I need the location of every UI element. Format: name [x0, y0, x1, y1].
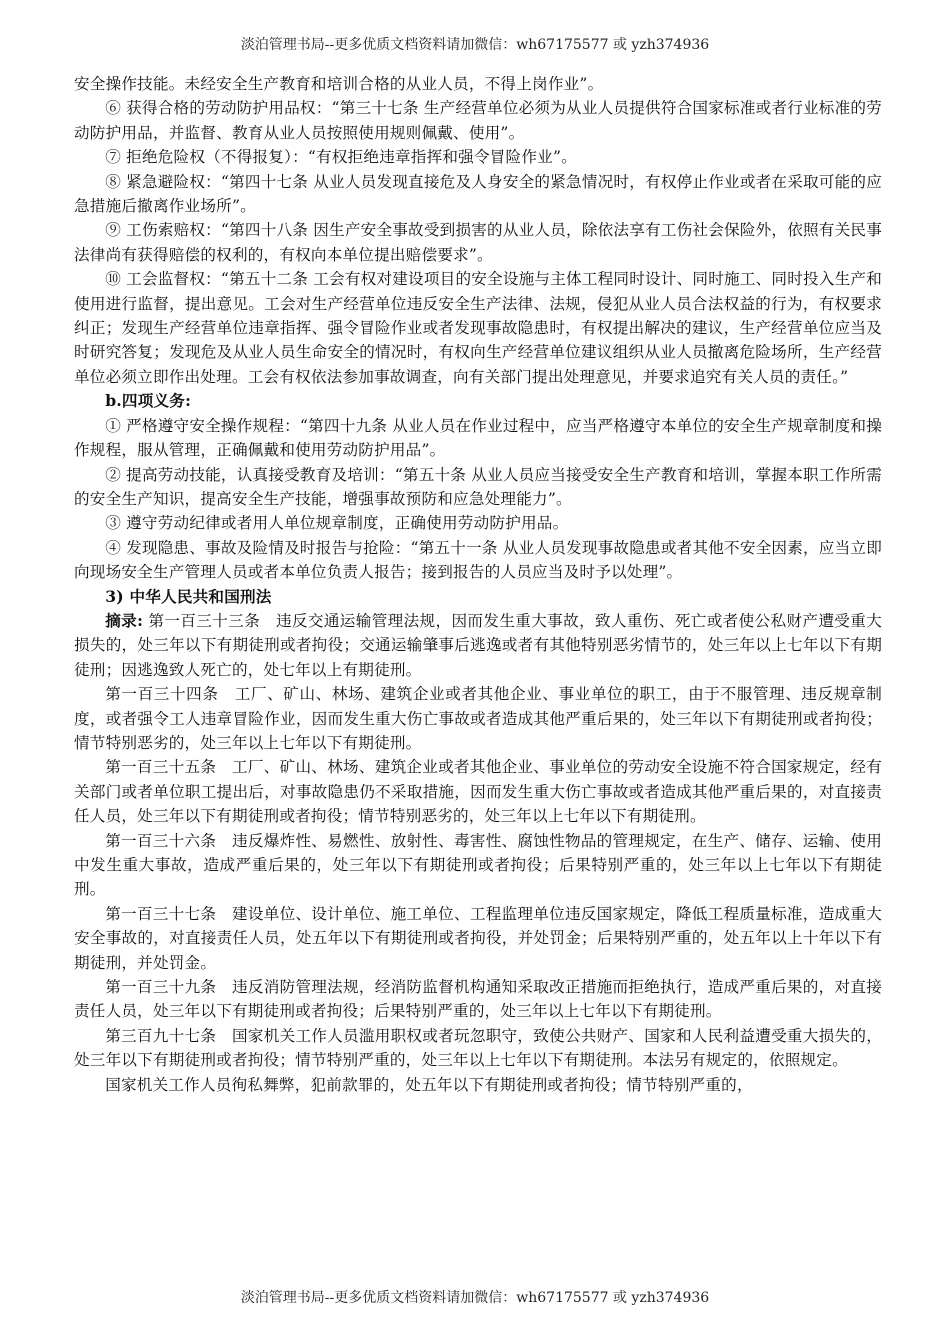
- paragraph: ⑦ 拒绝危险权（不得报复）：“有权拒绝违章指挥和强令冒险作业”。: [105, 148, 577, 167]
- paragraph: ① 严格遵守安全操作规程：“第四十九条 从业人员在作业过程中，应当严格遵守本单位的安全生产规章制度和操作规程，服从管理，正确佩戴和使用劳动防护用品”。: [74, 416, 882, 460]
- excerpt-label: 摘录:: [105, 610, 144, 630]
- paragraph: 第一百三十四条 工厂、矿山、林场、建筑企业或者其他企业、事业单位的职工，由于不服管理、违反规章制度，或者强令工人违章冒险作业，因而发生重大伤亡事故或者造成其他严重后果的，处三年以下有期徒刑或者拘役；情节特别恶劣的，处三年以上七年以下有期徒刑。: [74, 685, 882, 752]
- paragraph: ⑧ 紧急避险权：“第四十七条 从业人员发现直接危及人身安全的紧急情况时，有权停止作业或者在采取可能的应急措施后撤离作业场所”。: [74, 172, 882, 216]
- paragraph: 第三百九十七条 国家机关工作人员滥用职权或者玩忽职守，致使公共财产、国家和人民利益遭受重大损失的，处三年以下有期徒刑或者拘役；情节特别严重的，处三年以上七年以下有期徒刑。本法另有规定的，依照规定。: [74, 1026, 882, 1070]
- paragraph: 第一百三十七条 建设单位、设计单位、施工单位、工程监理单位违反国家规定，降低工程质量标准，造成重大安全事故的，对直接责任人员，处五年以下有期徒刑或者拘役，并处罚金；后果特别严重的，处五年以上十年以下有期徒刑，并处罚金。: [74, 904, 882, 972]
- page-header: 淡泊管理书局--更多优质文档资料请加微信：wh67175577 或 yzh374936: [240, 37, 710, 53]
- paragraph: ⑩ 工会监督权：“第五十二条 工会有权对建设项目的安全设施与主体工程同时设计、同时施工、同时投入生产和使用进行监督，提出意见。工会对生产经营单位违反安全生产法律、法规，侵犯从业人员合法权益的行为，有权要求纠正；发现生产经营单位违章指挥、强令冒险作业或者发现事故隐患时，有权提出解决的建议，生产经营单位应当及时研究答复；发现危及从业人员生命安全的情况时，有权向生产经营单位建议组织从业人员撤离危险场所，生产经营单位必须立即作出处理。工会有权依法参加事故调查，向有关部门提出处理意见，并要求追究有关人员的责任。”: [74, 270, 882, 386]
- paragraph: 安全操作技能。未经安全生产教育和培训合格的从业人员，不得上岗作业”。: [74, 75, 604, 93]
- section-heading: 3) 中华人民共和国刑法: [105, 586, 272, 606]
- paragraph: 第一百三十五条 工厂、矿山、林场、建筑企业或者其他企业、事业单位的劳动安全设施不符合国家规定，经有关部门或者单位职工提出后，对事故隐患仍不采取措施，因而发生重大伤亡事故或者造成其他严重后果的，对直接责任人员，处三年以下有期徒刑或者拘役；情节特别恶劣的，处三年以上七年以下有期徒刑。: [74, 758, 882, 826]
- document-body: [74, 72, 882, 1097]
- paragraph: 第一百三十九条 违反消防管理法规，经消防监督机构通知采取改正措施而拒绝执行，造成严重后果的，对直接责任人员，处三年以下有期徒刑或者拘役；后果特别严重的，处三年以上七年以下有期徒刑。: [74, 978, 882, 1021]
- paragraph: 国家机关工作人员徇私舞弊，犯前款罪的，处五年以下有期徒刑或者拘役；情节特别严重的，: [105, 1075, 753, 1094]
- paragraph: ④ 发现隐患、事故及险情及时报告与抢险：“第五十一条 从业人员发现事故隐患或者其他不安全因素，应当立即向现场安全生产管理人员或者本单位负责人报告；接到报告的人员应当及时予以处理”。: [74, 538, 882, 582]
- paragraph-text: 第一百三十三条 违反交通运输管理法规，因而发生重大事故，致人重伤、死亡或者使公私财产遭受重大损失的，处三年以下有期徒刑或者拘役；交通运输肇事后逃逸或者有其他特别恶劣情节的，处三年以上七年以下有期徒刑；因逃逸致人死亡的，处七年以上有期徒刑。: [74, 611, 883, 679]
- section-heading: b.四项义务:: [105, 391, 192, 411]
- page-footer: 淡泊管理书局--更多优质文档资料请加微信：wh67175577 或 yzh374936: [240, 1290, 710, 1306]
- paragraph: ⑥ 获得合格的劳动防护用品权：“第三十七条 生产经营单位必须为从业人员提供符合国家标准或者行业标准的劳动防护用品，并监督、教育从业人员按照使用规则佩戴、使用”。: [74, 99, 882, 142]
- paragraph: ② 提高劳动技能，认真接受教育及培训：“第五十条 从业人员应当接受安全生产教育和培训，掌握本职工作所需的安全生产知识，提高安全生产技能，增强事故预防和应急处理能力”。: [74, 465, 882, 508]
- paragraph: [74, 609, 882, 682]
- paragraph: 第一百三十六条 违反爆炸性、易燃性、放射性、毒害性、腐蚀性物品的管理规定，在生产、储存、运输、使用中发生重大事故，造成严重后果的，处三年以下有期徒刑或者拘役；后果特别严重的，处三年以上七年以下有期徒刑。: [74, 831, 882, 899]
- paragraph: ③ 遵守劳动纪律或者用人单位规章制度，正确使用劳动防护用品。: [105, 514, 569, 533]
- paragraph: ⑨ 工伤索赔权：“第四十八条 因生产安全事故受到损害的从业人员，除依法享有工伤社会保险外，依照有关民事法律尚有获得赔偿的权利的，有权向本单位提出赔偿要求”。: [74, 221, 882, 264]
